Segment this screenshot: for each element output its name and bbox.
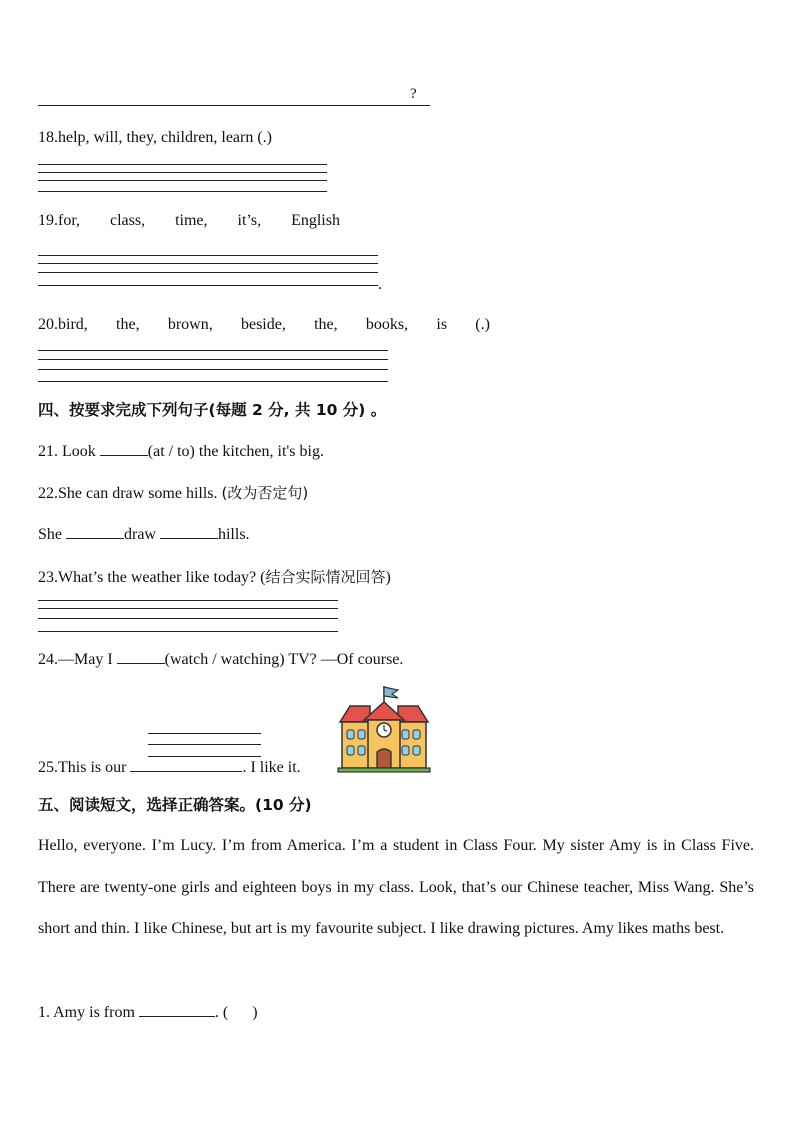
q20-word: beside, bbox=[240, 316, 286, 333]
q20-word: the, bbox=[314, 316, 338, 333]
answer-line[interactable] bbox=[38, 381, 388, 382]
reading-q1-prefix: 1. Amy is from bbox=[38, 1004, 139, 1021]
reading-passage: Hello, everyone. I’m Lucy. I’m from America. I’m a student in Class Four. My sister Amy is in Class Five. There are twenty-one girls and eighteen boys in my class. Look, that’s our Chinese teacher, Miss Wang. She’s short and thin. I like Chinese, but art is my favourite subject. I like drawing pictures. Amy likes maths best. bbox=[38, 837, 754, 938]
answer-line[interactable] bbox=[38, 600, 338, 601]
q20-word: books, bbox=[365, 316, 409, 333]
q25-answer-line[interactable] bbox=[148, 744, 261, 745]
answer-line[interactable] bbox=[38, 191, 327, 192]
answer-line[interactable] bbox=[38, 359, 388, 360]
q19-word: class, bbox=[110, 212, 146, 229]
reading-q1-blank[interactable] bbox=[139, 1002, 215, 1017]
q22-answer-part: She bbox=[38, 526, 66, 543]
q25-prefix: 25.This is our bbox=[38, 759, 131, 776]
q25-prompt bbox=[38, 757, 301, 777]
q22-prompt bbox=[38, 482, 308, 503]
q24-prefix: 24.—May I bbox=[38, 651, 117, 668]
q19-prompt bbox=[38, 212, 340, 230]
q18-prompt: 18.help, will, they, children, learn (.) bbox=[38, 129, 272, 146]
q17-end-mark: ? bbox=[410, 86, 417, 102]
section-5-heading: 五、阅读短文，选择正确答案。(10 分) bbox=[38, 796, 312, 814]
school-building-icon bbox=[336, 684, 432, 774]
q17-answer-line[interactable] bbox=[38, 105, 430, 106]
q19-words-first: 19.for, bbox=[38, 212, 81, 229]
q21-prompt bbox=[38, 441, 324, 461]
q22-answer-part: draw bbox=[124, 526, 160, 543]
answer-line[interactable] bbox=[38, 350, 388, 351]
answer-line[interactable] bbox=[38, 180, 327, 181]
q22-blank-2[interactable] bbox=[160, 524, 218, 539]
q22-answer-part: hills. bbox=[217, 526, 250, 543]
q19-word: English bbox=[291, 212, 340, 229]
q19-word: time, bbox=[175, 212, 208, 229]
q21-blank[interactable] bbox=[100, 441, 148, 456]
answer-line[interactable] bbox=[38, 255, 378, 256]
q21-rest: (at / to) the kitchen, it's big. bbox=[147, 443, 324, 460]
q19-end-mark: . bbox=[378, 276, 382, 293]
q22-blank-1[interactable] bbox=[66, 524, 124, 539]
answer-line[interactable] bbox=[38, 263, 378, 264]
reading-question-1 bbox=[38, 1002, 258, 1022]
q25-answer-line[interactable] bbox=[148, 733, 261, 734]
q20-word: the, bbox=[116, 316, 140, 333]
q25-blank[interactable] bbox=[130, 757, 242, 772]
answer-line[interactable] bbox=[38, 164, 327, 165]
q20-word: (.) bbox=[475, 316, 490, 333]
answer-line[interactable] bbox=[38, 618, 338, 619]
q25-suffix: . I like it. bbox=[242, 759, 301, 776]
answer-line[interactable] bbox=[38, 272, 378, 273]
q20-prompt bbox=[38, 316, 490, 334]
q22-answer bbox=[38, 524, 250, 544]
q19-word: it’s, bbox=[237, 212, 262, 229]
answer-line[interactable] bbox=[38, 631, 338, 632]
q23-sentence: 23.What’s the weather like today? ( bbox=[38, 569, 266, 586]
reading-q1-suffix: . ( ) bbox=[214, 1004, 258, 1021]
q24-prompt bbox=[38, 649, 403, 669]
q23-prompt bbox=[38, 566, 391, 587]
section-4-heading: 四、按要求完成下列句子(每题 2 分, 共 10 分) 。 bbox=[38, 401, 387, 419]
answer-line[interactable] bbox=[38, 285, 378, 286]
answer-line[interactable] bbox=[38, 369, 388, 370]
answer-line[interactable] bbox=[38, 172, 327, 173]
q24-rest: (watch / watching) TV? —Of course. bbox=[164, 651, 404, 668]
q22-sentence: 22.She can draw some hills. bbox=[38, 485, 222, 502]
q20-words-first: 20.bird, bbox=[38, 316, 88, 333]
q24-blank[interactable] bbox=[117, 649, 165, 664]
q21-prefix: 21. Look bbox=[38, 443, 100, 460]
q22-instruction: (改为否定句) bbox=[221, 484, 309, 502]
q23-close-paren: ) bbox=[385, 569, 391, 586]
q23-instruction: 结合实际情况回答 bbox=[265, 568, 386, 586]
answer-line[interactable] bbox=[38, 608, 338, 609]
q20-word: is bbox=[436, 316, 448, 333]
q20-word: brown, bbox=[167, 316, 213, 333]
